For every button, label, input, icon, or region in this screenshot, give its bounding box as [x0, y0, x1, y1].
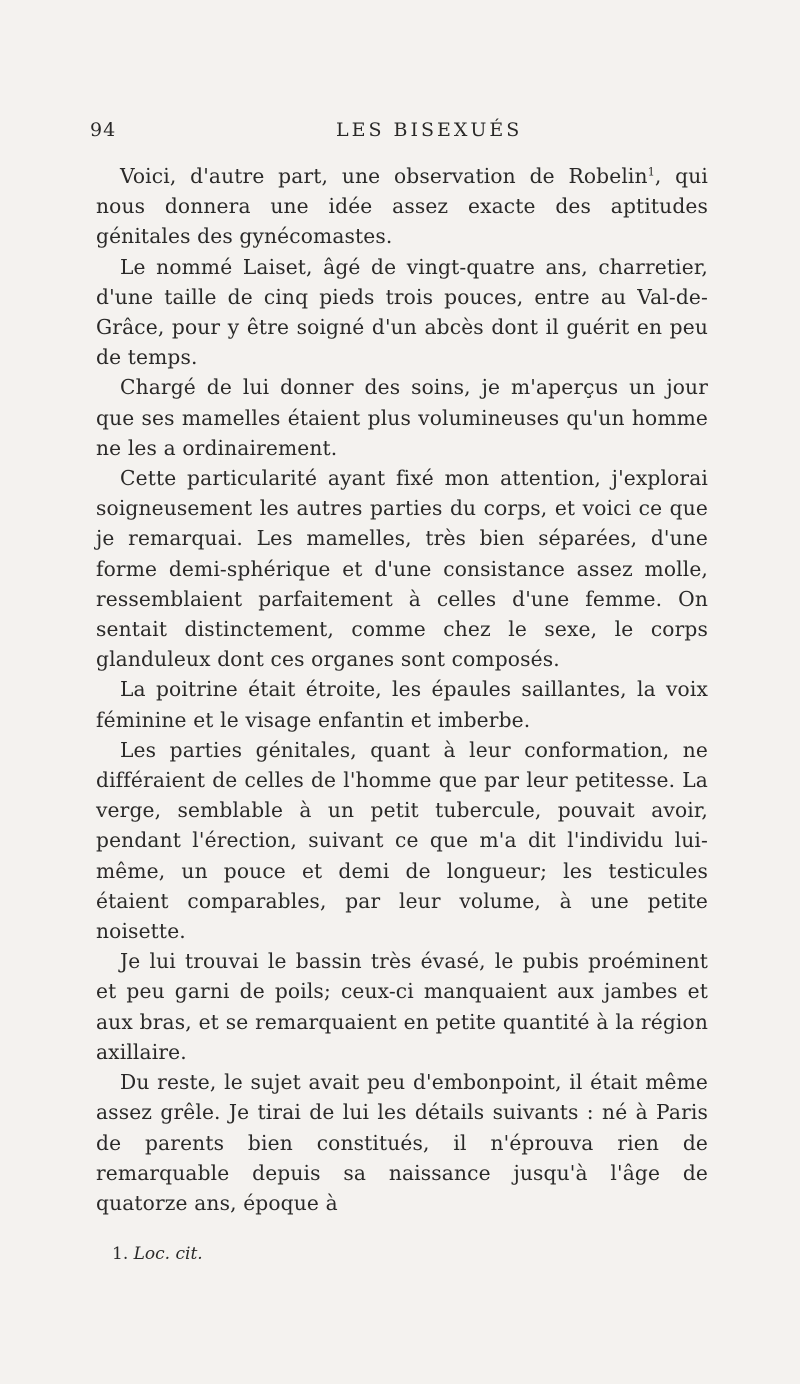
paragraph-8: Du reste, le sujet avait peu d'embonpoint, il était même assez grêle. Je tirai de lui les détails suivants : né à Paris de parents bien constitués, il n'éprouva rien de remarquable depuis sa naissance jusqu'à l'âge de quatorze ans, époque à	[96, 1070, 708, 1215]
paragraph-2: Le nommé Laiset, âgé de vingt-quatre ans, charretier, d'une taille de cinq pieds trois pouces, entre au Val-de-Grâce, pour y être soigné d'un abcès dont il guérit en peu de temps.	[96, 254, 708, 370]
paragraph-3: Chargé de lui donner des soins, je m'aperçus un jour que ses mamelles étaient plus volumineuses qu'un homme ne les a ordinairement.	[96, 375, 708, 460]
paragraph-1-text-continued: , qui nous donnera une idée assez exacte des aptitudes génitales des gynécomastes.	[96, 164, 708, 249]
footnote-number: 1.	[112, 1244, 129, 1264]
paragraph-5: La poitrine était étroite, les épaules saillantes, la voix féminine et le visage enfantin et imberbe.	[96, 677, 708, 732]
body-text	[96, 161, 708, 1218]
paragraph-1	[96, 161, 708, 252]
page-header	[90, 119, 710, 151]
footnote-reference: 1	[647, 165, 655, 179]
running-title: LES BISEXUÉS	[336, 119, 523, 141]
footnote	[112, 1244, 203, 1264]
paragraph-7: Je lui trouvai le bassin très évasé, le pubis proéminent et peu garni de poils; ceux-ci manquaient aux jambes et aux bras, et se remarquaient en petite quantité à la région axillaire.	[96, 949, 708, 1064]
footnote-text: Loc. cit.	[133, 1244, 203, 1264]
paragraph-1-text: Voici, d'autre part, une observation de Robelin	[120, 164, 648, 188]
paragraph-6: Les parties génitales, quant à leur conformation, ne différaient de celles de l'homme que par leur petitesse. La verge, semblable à un petit tubercule, pouvait avoir, pendant l'érection, suivant ce que m'a dit l'individu lui-même, un pouce et demi de longueur; les testicules étaient comparables, par leur volume, à une petite noisette.	[96, 737, 708, 944]
paragraph-4: Cette particularité ayant fixé mon attention, j'explorai soigneusement les autres parties du corps, et voici ce que je remarquai. Les mamelles, très bien séparées, d'une forme demi-sphérique et d'une consistance assez molle, ressemblaient parfaitement à celles d'une femme. On sentait distinctement, comme chez le sexe, le corps glanduleux dont ces organes sont composés.	[96, 466, 708, 672]
page-number: 94	[90, 119, 117, 141]
